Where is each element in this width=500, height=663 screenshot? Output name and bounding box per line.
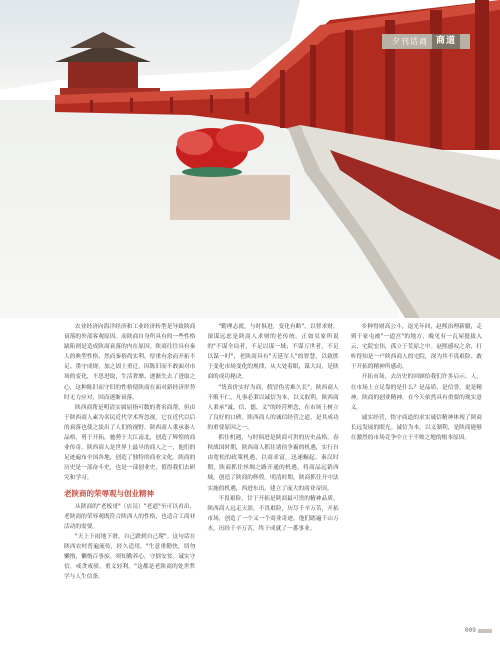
- page-marker-bar: [478, 629, 492, 633]
- paragraph: "勤理志就，与时俱进，变化有略"，以智求财，深谋远虑是陕商人求财的老传统。正如吴家所说的"不谋全局者，不足以谋一域；不谋万世者，不足以谋一时"，老陕商具有"天延军人"的智慧，以致胜于变化市场变化的规律，从大处着眼，谋大局，是陕商的成功秘诀。: [207, 324, 339, 381]
- section-prefix: 夕刊话商: [391, 37, 428, 46]
- paragraph: 诚实经营，恪守商道的求实诚信精神体现了陕商长远发展的眼光。诚信为本，以义制利，是陕商能够在激烈的市场竞争中立于不败之地的根本原因。: [350, 414, 482, 442]
- paragraph: 农业经济向海洋经济和工业经济转型是导致陕商衰落的外部客观原因。而陕商自身所具有的一些性格缺陷则是造成陕商衰落的内在原因。陕商往往具有秦人的典型性格，然而秦俗尚实利、厚重有余而开拓不足、墨守成规，加之固土重迁，因陈旧而不敢面对市场的变化，不思进取，生活奢靡，逐渐失去了进取之心，这种陈旧而守旧的性格使陕商在面对新经济形势时无力应对，因而逐渐衰落。: [64, 324, 196, 401]
- article-body: [64, 322, 482, 622]
- paragraph: 开拓市场，去历史的回顾给我们许多启示。人，在市场上立足靠的是什么？是品质，是信誉，更是精神。陕商的创业精神，在今天依然具有重要的现实意义。: [350, 374, 482, 411]
- paragraph: "货真价实好为商，假冒伪劣难久长"。陕西商人不贩不仁，凡事必秉以诚信为本，以义取利，陕西商人秉承"诚、信、德、义"的经营理念，在市场上树立了良好的口碑。陕西商人的诚信经营之道，是其成功的重要原因之一。: [207, 384, 339, 431]
- paragraph: 从陕商的"老板哥"（店员）"老道"至可以看出，老陕商的荣辱观既符合陕西人的性格，也适合工商业活动的需要。: [64, 503, 196, 530]
- section-tag: [382, 34, 470, 49]
- article-column-1: [64, 322, 195, 622]
- paragraph: 不畏艰险，甘于开拓是陕商最可贵的精神品质。陕西商人远走天涯，不畏艰险，历尽千辛万苦，开拓市场，创造了一个又一个商业奇迹。他们踏遍千山万水，历经千辛万苦，终于成就了一番事业。: [207, 495, 339, 532]
- paragraph: "天上下雨地下滑，自己跌到自己爬"。这句话在陕西农村普遍流传，经久适用，"生意重勤快，切勿懒惰，懒惰百事废。须知勤养心，守拙安贫。诚实守信，戒贪戒骄，重义轻利。"这都是老陕商的处世哲学与人生信条。: [64, 533, 196, 581]
- paragraph: 抓住机遇，与时俱进是陕商可贵的历史品格。春秋战国时期，陕西商人抓住诸侯争霸的机遇，实行自由宽松的政策机遇，以商求富，迅速崛起。秦汉时期，陕商抓住丝绸之路开通的机遇，将商品远销西域，创造了陕商的辉煌。明清时期，陕商抓住开中法实施的机遇，西进东出，建立了庞大的商业帝国。: [207, 435, 339, 492]
- article-column-2: [207, 322, 338, 622]
- paragraph: 陕西商帮是明清实属屈指可数的著名商帮，但由于陕西商人素为名民近代学术所忽视，它在近代以后的衰落也使之淡出了人们的视野。陕西商人秉承秦人品格，勇于开拓，驰骋于大江南北，创造了辉煌的商业传奇。陕西商人是世界上最早的商人之一，他们的足迹遍布全国各地，创造了独特的商业文化。陕商的历史是一部奋斗史，也是一部创业史，值得我们去研究和学习。: [64, 404, 196, 482]
- page-number: 009: [465, 627, 476, 634]
- article-column-3: [351, 322, 482, 622]
- paragraph: 乡种得财高公斗，退光年间，赵熙治理新疆，走到干家屯被"一道宫"的地方，晚见有一瓦屋挺拔入云，宅院宏伟，孤立于荒原之中。赵熙感叹之余，打听得知是一户陕西商人的宅院，深为其不畏艰险、敢于开拓的精神所感动。: [350, 324, 482, 371]
- section-heading: 老陕商的荣辱观与创业精神: [64, 488, 154, 498]
- section-label: 商道: [432, 34, 460, 49]
